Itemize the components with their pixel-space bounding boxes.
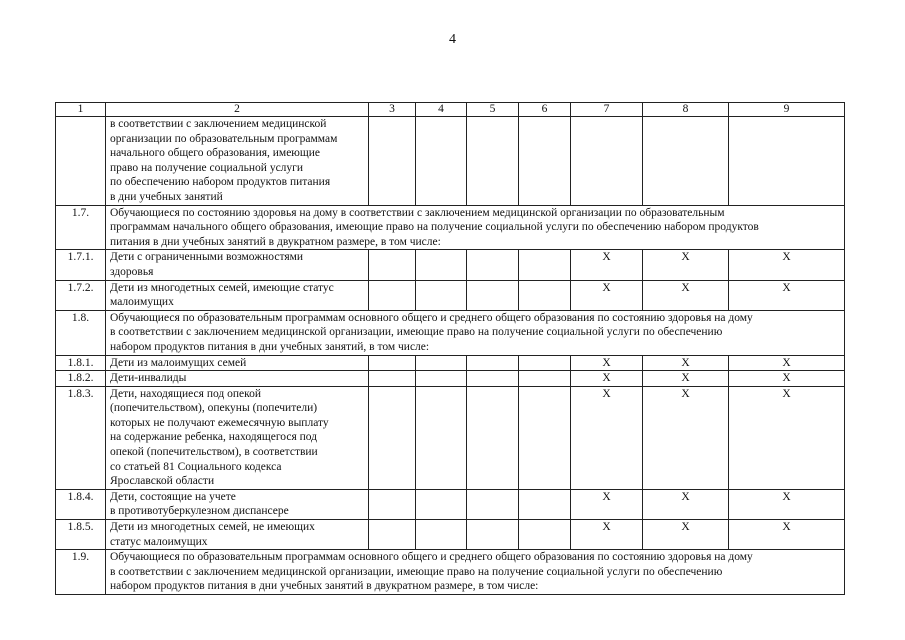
mark-cell xyxy=(369,250,416,280)
mark-cell xyxy=(416,355,467,371)
section-text: Обучающиеся по образовательным программам основного общего и среднего общего образования по состоянию здоровья на дому в соответствии с заключением медицинской организации, имеющие право на получение социальной услуги по обеспечению набором продуктов питания в дни учебных занятий, в том числе: xyxy=(106,310,845,355)
mark-cell xyxy=(519,280,571,310)
mark-cell: X xyxy=(729,371,845,387)
mark-cell: X xyxy=(643,520,729,550)
mark-cell: X xyxy=(571,355,643,371)
table-section-row xyxy=(56,205,845,250)
row-description: Дети из малоимущих семей xyxy=(106,355,369,371)
mark-cell: X xyxy=(643,386,729,489)
table-section-row xyxy=(56,550,845,595)
row-description: Дети из многодетных семей, не имеющих статус малоимущих xyxy=(106,520,369,550)
mark-cell: X xyxy=(571,386,643,489)
mark-cell xyxy=(467,386,519,489)
mark-cell xyxy=(369,117,416,206)
mark-cell: X xyxy=(729,520,845,550)
mark-cell xyxy=(519,355,571,371)
mark-cell: X xyxy=(729,489,845,519)
mark-cell: X xyxy=(643,280,729,310)
mark-cell xyxy=(643,117,729,206)
mark-cell xyxy=(369,520,416,550)
mark-cell xyxy=(729,117,845,206)
section-text: Обучающиеся по состоянию здоровья на дому в соответствии с заключением медицинской организации по образовательным программам начального общего образования, имеющие право на получение социальной услуги по обеспечению набором продуктов питания в дни учебных занятий в двукратном размере, в том числе: xyxy=(106,205,845,250)
row-number: 1.8.5. xyxy=(56,520,106,550)
row-number: 1.7.1. xyxy=(56,250,106,280)
header-cell: 6 xyxy=(519,103,571,117)
mark-cell xyxy=(416,117,467,206)
row-number xyxy=(56,117,106,206)
mark-cell xyxy=(416,489,467,519)
mark-cell xyxy=(519,371,571,387)
mark-cell xyxy=(467,489,519,519)
mark-cell: X xyxy=(571,371,643,387)
row-description: Дети из многодетных семей, имеющие статус малоимущих xyxy=(106,280,369,310)
mark-cell: X xyxy=(571,520,643,550)
mark-cell xyxy=(467,371,519,387)
header-cell: 3 xyxy=(369,103,416,117)
mark-cell xyxy=(519,386,571,489)
header-cell: 9 xyxy=(729,103,845,117)
mark-cell xyxy=(369,355,416,371)
row-description: Дети, состоящие на учете в противотуберкулезном диспансере xyxy=(106,489,369,519)
table-row xyxy=(56,250,845,280)
row-number: 1.8.4. xyxy=(56,489,106,519)
mark-cell: X xyxy=(643,371,729,387)
mark-cell xyxy=(369,280,416,310)
mark-cell xyxy=(519,489,571,519)
mark-cell xyxy=(519,520,571,550)
mark-cell xyxy=(467,250,519,280)
mark-cell: X xyxy=(643,355,729,371)
row-number: 1.7. xyxy=(56,205,106,250)
mark-cell: X xyxy=(729,280,845,310)
row-number: 1.7.2. xyxy=(56,280,106,310)
table-row xyxy=(56,520,845,550)
mark-cell: X xyxy=(571,250,643,280)
mark-cell xyxy=(519,117,571,206)
row-number: 1.8.3. xyxy=(56,386,106,489)
mark-cell xyxy=(416,250,467,280)
mark-cell: X xyxy=(729,355,845,371)
page-number: 4 xyxy=(449,32,456,47)
header-cell: 5 xyxy=(467,103,519,117)
row-number: 1.9. xyxy=(56,550,106,595)
table-header-row xyxy=(56,103,845,117)
mark-cell: X xyxy=(643,250,729,280)
header-cell: 8 xyxy=(643,103,729,117)
table-row xyxy=(56,355,845,371)
mark-cell xyxy=(369,371,416,387)
mark-cell: X xyxy=(571,280,643,310)
table-section-row xyxy=(56,310,845,355)
row-number: 1.8. xyxy=(56,310,106,355)
header-cell: 1 xyxy=(56,103,106,117)
row-description: Дети, находящиеся под опекой (попечительством), опекуны (попечители) которых не получают ежемесячную выплату на содержание ребенка, находящегося под опекой (попечительством), в соответствии со статьей 81 Социального кодекса Ярославской области xyxy=(106,386,369,489)
mark-cell xyxy=(416,280,467,310)
mark-cell xyxy=(571,117,643,206)
table-row xyxy=(56,371,845,387)
mark-cell: X xyxy=(571,489,643,519)
row-description: в соответствии с заключением медицинской организации по образовательным программам начального общего образования, имеющие право на получение социальной услуги по обеспечению набором продуктов питания в дни учебных занятий xyxy=(106,117,369,206)
row-number: 1.8.2. xyxy=(56,371,106,387)
table-row xyxy=(56,117,845,206)
mark-cell: X xyxy=(729,250,845,280)
mark-cell: X xyxy=(729,386,845,489)
mark-cell xyxy=(467,280,519,310)
row-description: Дети-инвалиды xyxy=(106,371,369,387)
row-number: 1.8.1. xyxy=(56,355,106,371)
mark-cell xyxy=(416,520,467,550)
mark-cell xyxy=(416,386,467,489)
mark-cell xyxy=(416,371,467,387)
mark-cell xyxy=(467,520,519,550)
row-description: Дети с ограниченными возможностями здоровья xyxy=(106,250,369,280)
mark-cell xyxy=(519,250,571,280)
header-cell: 2 xyxy=(106,103,369,117)
table-row xyxy=(56,489,845,519)
document-table xyxy=(55,102,845,595)
section-text: Обучающиеся по образовательным программам основного общего и среднего общего образования по состоянию здоровья на дому в соответствии с заключением медицинской организации, имеющие право на получение социальной услуги по обеспечению набором продуктов питания в дни учебных занятий в двукратном размере, в том числе: xyxy=(106,550,845,595)
mark-cell xyxy=(369,489,416,519)
header-cell: 7 xyxy=(571,103,643,117)
table-row xyxy=(56,280,845,310)
header-cell: 4 xyxy=(416,103,467,117)
mark-cell: X xyxy=(643,489,729,519)
mark-cell xyxy=(369,386,416,489)
table-row xyxy=(56,386,845,489)
mark-cell xyxy=(467,117,519,206)
mark-cell xyxy=(467,355,519,371)
